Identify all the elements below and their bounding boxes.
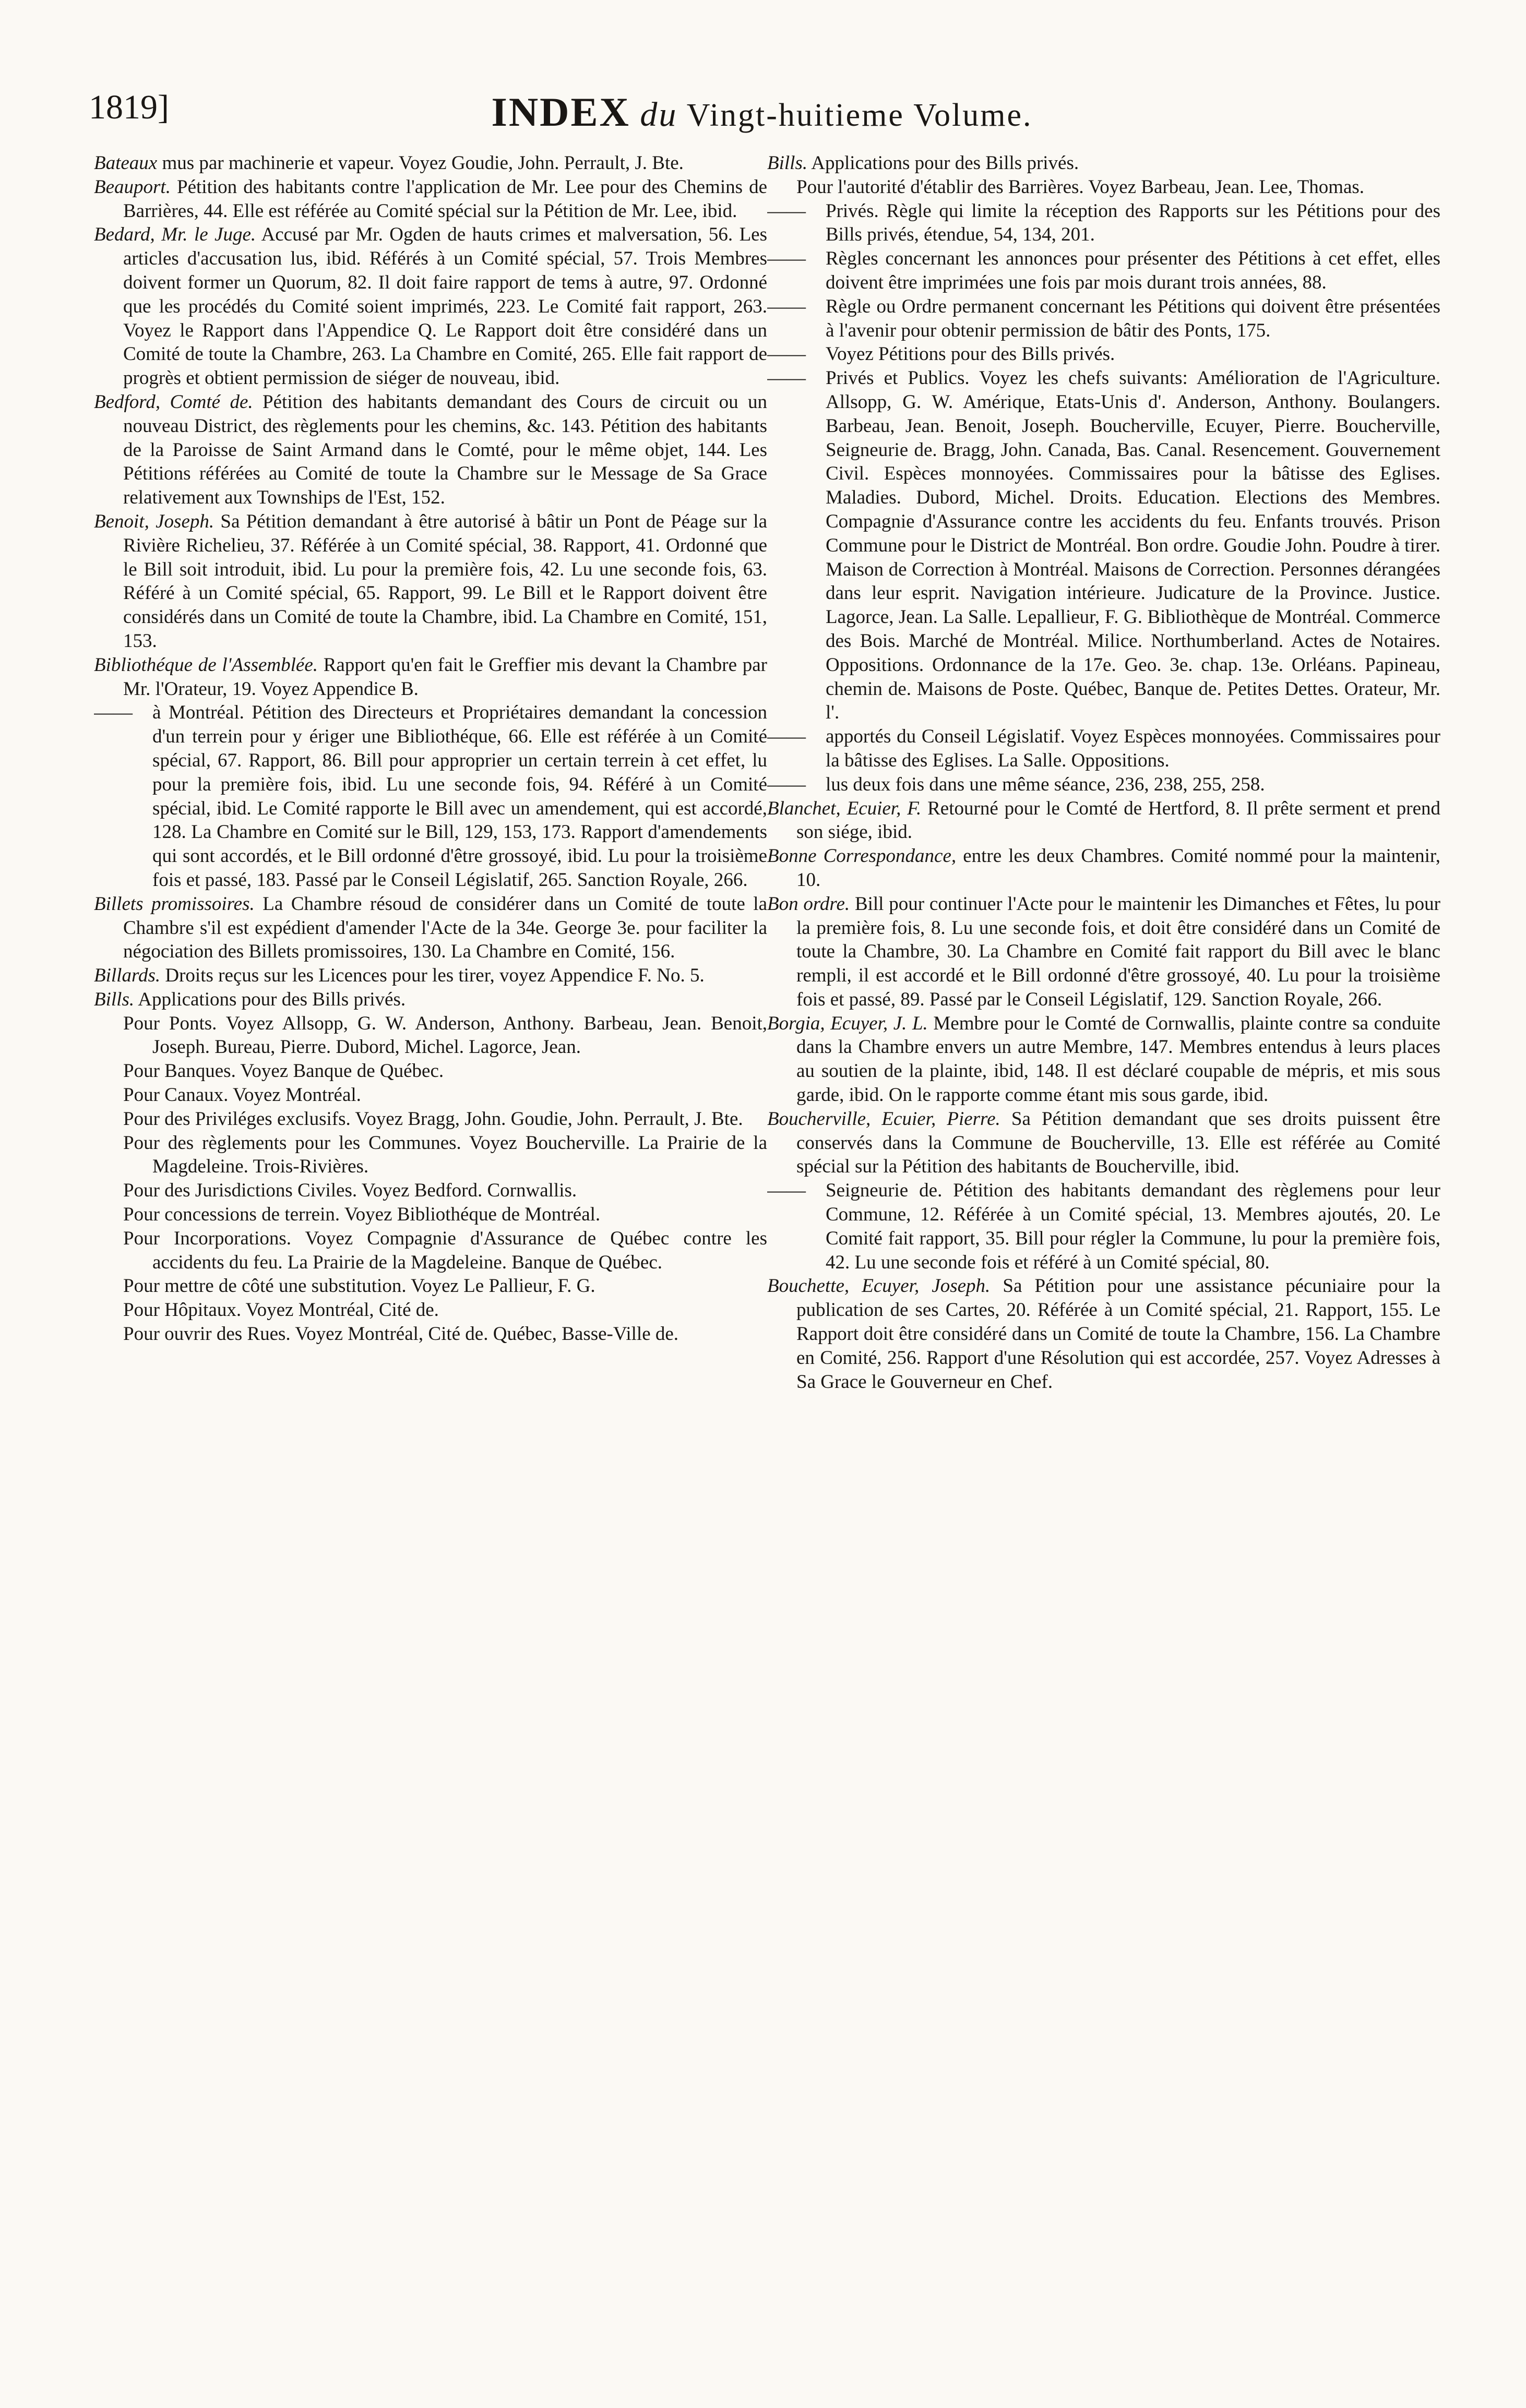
entry-heading: Borgia, Ecuyer, J. L. bbox=[767, 1012, 928, 1034]
index-dash-entry bbox=[767, 725, 1440, 773]
index-subentry bbox=[94, 1107, 767, 1131]
dash-entry-text: Règles concernant les annonces pour présenter des Pétitions à cet effet, elles doivent être imprimées une fois par mois durant trois années, 88. bbox=[826, 248, 1440, 293]
entry-heading: Bibliothéque de l'Assemblée. bbox=[94, 654, 318, 676]
index-dash-entry bbox=[767, 295, 1440, 343]
title-prefix: INDEX bbox=[491, 89, 630, 135]
entry-heading: Bonne Correspondance, bbox=[767, 845, 957, 867]
entry-text: Retourné pour le Comté de Hertford, 8. Il prête serment et prend son siége, ibid. bbox=[796, 797, 1440, 843]
index-entry bbox=[94, 151, 767, 175]
index-dash-entry bbox=[767, 366, 1440, 725]
entry-text: Bill pour continuer l'Acte pour le maintenir les Dimanches et Fêtes, lu pour la première fois, 8. Lu une seconde fois, et doit être considéré dans un Comité de toute la Chambre, 30. La Chambre en Comité fait rapport du Bill avec le blanc rempli, il est accordé et le Bill ordonné d'être grossoyé, 40. Lu pour la troisième fois et passé, 89. Passé par le Conseil Législatif, 129. Sanction Royale, 266. bbox=[796, 893, 1440, 1010]
index-subentry bbox=[94, 1059, 767, 1083]
index-entry bbox=[767, 1107, 1440, 1179]
index-subentry bbox=[94, 1083, 767, 1107]
dash-entry-text: Voyez Pétitions pour des Bills privés. bbox=[826, 343, 1115, 365]
index-subentry bbox=[767, 175, 1440, 199]
entry-text: Membre pour le Comté de Cornwallis, plainte contre sa conduite dans la Chambre envers un autre Membre, 147. Membres entendus à leurs places au soutien de la plainte, ibid, 148. Il est déclaré coupable de mépris, et mis sous garde, ibid. On le rapporte comme étant mis sous garde, ibid. bbox=[796, 1012, 1440, 1106]
left-column bbox=[94, 151, 767, 2364]
index-subentry bbox=[94, 1274, 767, 1298]
index-entry bbox=[767, 151, 1440, 175]
subentry-text: Pour ouvrir des Rues. Voyez Montréal, Cité de. Québec, Basse-Ville de. bbox=[123, 1323, 679, 1345]
page-title bbox=[73, 89, 1451, 136]
index-dash-entry bbox=[767, 773, 1440, 797]
ditto-dash: —— bbox=[767, 1180, 806, 1202]
index-entry bbox=[94, 390, 767, 510]
dash-entry-text: lus deux fois dans une même séance, 236, 238, 255, 258. bbox=[826, 773, 1265, 795]
index-entry bbox=[767, 892, 1440, 1012]
subentry-text: Pour des Jurisdictions Civiles. Voyez Bedford. Cornwallis. bbox=[123, 1180, 577, 1202]
subentry-text: Pour l'autorité d'établir des Barrières. Voyez Barbeau, Jean. Lee, Thomas. bbox=[796, 176, 1365, 198]
entry-text: mus par machinerie et vapeur. Voyez Goudie, John. Perrault, J. Bte. bbox=[157, 152, 684, 174]
page-year: 1819] bbox=[89, 88, 169, 126]
index-page bbox=[73, 78, 1451, 2364]
index-subentry bbox=[94, 1203, 767, 1227]
index-entry bbox=[94, 653, 767, 701]
entry-heading: Billets promissoires. bbox=[94, 893, 255, 915]
subentry-text: Pour Hôpitaux. Voyez Montréal, Cité de. bbox=[123, 1299, 439, 1321]
entry-text: Applications pour des Bills privés. bbox=[807, 152, 1079, 174]
ditto-dash: —— bbox=[767, 726, 806, 748]
index-entry bbox=[94, 964, 767, 988]
dash-entry-text: Règle ou Ordre permanent concernant les Pétitions qui doivent être présentées à l'avenir pour obtenir permission de bâtir des Ponts, 175. bbox=[826, 295, 1440, 341]
right-column bbox=[767, 151, 1440, 2364]
index-entry bbox=[767, 797, 1440, 845]
subentry-text: Pour Ponts. Voyez Allsopp, G. W. Anderson, Anthony. Barbeau, Jean. Benoit, Joseph. Bureau, Pierre. Dubord, Michel. Lagorce, Jean. bbox=[123, 1012, 767, 1058]
dash-entry-text: à Montréal. Pétition des Directeurs et Propriétaires demandant la concession d'un terrein pour y ériger une Bibliothéque, 66. Elle est référée à un Comité spécial, 67. Rapport, 86. Bill pour approprier un certain terrein à cet effet, lu pour la première fois, ibid. Lu une seconde fois, 94. Référé à un Comité spécial, ibid. Le Comité rapporte le Bill avec un amendement, qui est accordé, 128. La Chambre en Comité sur le Bill, 129, 153, 173. Rapport d'amendements qui sont accordés, et le Bill ordonné d'être grossoyé, ibid. Lu pour la troisième fois et passé, 183. Passé par le Conseil Législatif, 265. Sanction Royale, 266. bbox=[152, 702, 767, 891]
subentry-text: Pour des Priviléges exclusifs. Voyez Bragg, John. Goudie, John. Perrault, J. Bte. bbox=[123, 1108, 743, 1130]
entry-text: Pétition des habitants contre l'application de Mr. Lee pour des Chemins de Barrières, 44. Elle est référée au Comité spécial sur la Pétition de Mr. Lee, ibid. bbox=[123, 176, 767, 222]
entry-heading: Bouchette, Ecuyer, Joseph. bbox=[767, 1275, 991, 1297]
dash-entry-text: Seigneurie de. Pétition des habitants demandant des règlemens pour leur Commune, 12. Référée à un Comité spécial, 13. Membres ajoutés, 20. Le Comité fait rapport, 35. Bill pour régler la Commune, lu pour la première fois, 42. Lu une seconde fois et référé à un Comité spécial, 80. bbox=[826, 1180, 1440, 1273]
dash-entry-text: Privés et Publics. Voyez les chefs suivants: Amélioration de l'Agriculture. Allsopp, G. W. Amérique, Etats-Unis d'. Anderson, Anthony. Boulangers. Barbeau, Jean. Benoit, Joseph. Boucherville, Ecuyer, Pierre. Boucherville, Seigneurie de. Bragg, John. Canada, Bas. Canal. Resencement. Gouvernement Civil. Espèces monnoyées. Commissaires pour la bâtisse des Eglises. Maladies. Dubord, Michel. Droits. Education. Elections des Membres. Compagnie d'Assurance contre les accidents du feu. Enfants trouvés. Prison Commune pour le District de Montréal. Bon ordre. Goudie John. Poudre à tirer. Maison de Correction à Montréal. Maisons de Correction. Personnes dérangées dans leur esprit. Navigation intérieure. Judicature de la Province. Justice. Lagorce, Jean. La Salle. Lepallieur, F. G. Bibliothèque de Montréal. Commerce des Bois. Marché de Montréal. Milice. Northumberland. Actes de Notaires. Oppositions. Ordonnance de la 17e. Geo. 3e. chap. 13e. Orléans. Papineau, chemin de. Maisons de Poste. Québec, Banque de. Petites Dettes. Orateur, Mr. l'. bbox=[826, 367, 1440, 724]
index-subentry bbox=[94, 1179, 767, 1203]
entry-heading: Billards. bbox=[94, 965, 161, 987]
entry-heading: Bills. bbox=[767, 152, 808, 174]
entry-text: Rapport qu'en fait le Greffier mis devant la Chambre par Mr. l'Orateur, 19. Voyez Appendice B. bbox=[123, 654, 767, 700]
entry-text: entre les deux Chambres. Comité nommé pour la maintenir, 10. bbox=[796, 845, 1440, 891]
entry-heading: Bills. bbox=[94, 988, 135, 1010]
entry-text: Accusé par Mr. Ogden de hauts crimes et malversation, 56. Les articles d'accusation lus, ibid. Référés à un Comité spécial, 57. Trois Membres doivent former un Quorum, 82. Il doit faire rapport de tems à autre, 97. Ordonné que les procédés du Comité soient imprimés, 223. Le Comité fait rapport, 263. Voyez le Rapport dans l'Appendice Q. Le Rapport doit être considéré dans un Comité de toute la Chambre, 263. La Chambre en Comité, 265. Elle fait rapport de progrès et obtient permission de siéger de nouveau, ibid. bbox=[123, 224, 767, 389]
index-entry bbox=[94, 988, 767, 1012]
subentry-text: Pour Canaux. Voyez Montréal. bbox=[123, 1084, 361, 1106]
entry-heading: Beauport. bbox=[94, 176, 171, 198]
index-entry bbox=[767, 1012, 1440, 1107]
ditto-dash: —— bbox=[767, 200, 806, 222]
ditto-dash: —— bbox=[767, 773, 806, 795]
page-header bbox=[73, 78, 1451, 136]
index-entry bbox=[94, 175, 767, 223]
subentry-text: Pour Banques. Voyez Banque de Québec. bbox=[123, 1060, 444, 1082]
dash-entry-text: Privés. Règle qui limite la réception des Rapports sur les Pétitions pour des Bills privés, étendue, 54, 134, 201. bbox=[826, 200, 1440, 246]
index-entry bbox=[94, 892, 767, 964]
index-subentry bbox=[94, 1298, 767, 1322]
entry-heading: Bedford, Comté de. bbox=[94, 391, 253, 413]
entry-heading: Blanchet, Ecuier, F. bbox=[767, 797, 922, 819]
ditto-dash: —— bbox=[767, 295, 806, 317]
entry-text: La Chambre résoud de considérer dans un Comité de toute la Chambre s'il est expédient d'amender l'Acte de la 34e. George 3e. pour faciliter la négociation des Billets promissoires, 130. La Chambre en Comité, 156. bbox=[123, 893, 767, 963]
index-subentry bbox=[94, 1227, 767, 1275]
entry-heading: Benoit, Joseph. bbox=[94, 510, 214, 532]
dash-entry-text: apportés du Conseil Législatif. Voyez Espèces monnoyées. Commissaires pour la bâtisse des Eglises. La Salle. Oppositions. bbox=[826, 726, 1440, 771]
index-subentry bbox=[94, 1131, 767, 1179]
subentry-text: Pour Incorporations. Voyez Compagnie d'Assurance de Québec contre les accidents du feu. La Prairie de la Magdeleine. Banque de Québec. bbox=[123, 1227, 767, 1273]
entry-text: Droits reçus sur les Licences pour les tirer, voyez Appendice F. No. 5. bbox=[160, 965, 705, 987]
entry-text: Sa Pétition demandant que ses droits puissent être conservés dans la Commune de Boucherville, 13. Elle est référée au Comité spécial sur la Pétition des habitants de Boucherville, ibid. bbox=[796, 1108, 1440, 1178]
index-dash-entry bbox=[767, 247, 1440, 295]
index-subentry bbox=[94, 1322, 767, 1346]
index-entry bbox=[94, 223, 767, 390]
subentry-text: Pour concessions de terrein. Voyez Bibliothéque de Montréal. bbox=[123, 1204, 601, 1226]
index-entry bbox=[767, 844, 1440, 892]
index-dash-entry bbox=[767, 1179, 1440, 1274]
ditto-dash: —— bbox=[767, 248, 806, 270]
index-subentry bbox=[94, 1012, 767, 1060]
entry-text: Sa Pétition demandant à être autorisé à bâtir un Pont de Péage sur la Rivière Richelieu, 37. Référée à un Comité spécial, 38. Rapport, 41. Ordonné que le Bill soit introduit, ibid. Lu pour la première fois, 42. Lu une seconde fois, 63. Référé à un Comité spécial, 65. Rapport, 99. Le Bill et le Rapport doivent être considérés dans un Comité de toute la Chambre, ibid. La Chambre en Comité, 151, 153. bbox=[123, 510, 767, 652]
index-dash-entry bbox=[767, 342, 1440, 366]
entry-heading: Bedard, Mr. le Juge. bbox=[94, 224, 256, 246]
ditto-dash: —— bbox=[767, 367, 806, 389]
ditto-dash: —— bbox=[767, 343, 806, 365]
title-rest: Vingt-huitieme Volume. bbox=[686, 98, 1033, 133]
index-dash-entry bbox=[767, 199, 1440, 247]
subentry-text: Pour des règlements pour les Communes. Voyez Boucherville. La Prairie de la Magdeleine. Trois-Rivières. bbox=[123, 1132, 767, 1178]
entry-text: Applications pour des Bills privés. bbox=[134, 988, 406, 1010]
entry-heading: Bon ordre. bbox=[767, 893, 850, 915]
entry-text: Pétition des habitants demandant des Cours de circuit ou un nouveau District, des règlements pour les chemins, &c. 143. Pétition des habitants de la Paroisse de Saint Armand dans le Comté, pour le même objet, 144. Les Pétitions référées au Comité de toute la Chambre sur le Message de Sa Grace relativement aux Townships de l'Est, 152. bbox=[123, 391, 767, 509]
ditto-dash: —— bbox=[94, 702, 133, 724]
subentry-text: Pour mettre de côté une substitution. Voyez Le Pallieur, F. G. bbox=[123, 1275, 595, 1297]
index-entry bbox=[767, 1274, 1440, 1394]
title-italic: du bbox=[640, 95, 678, 134]
entry-text: Sa Pétition pour une assistance pécuniaire pour la publication de ses Cartes, 20. Référée à un Comité spécial, 21. Rapport, 155. Le Rapport doit être considéré dans un Comité de toute la Chambre, 156. La Chambre en Comité, 256. Rapport d'une Résolution qui est accordée, 257. Voyez Adresses à Sa Grace le Gouverneur en Chef. bbox=[796, 1275, 1440, 1393]
index-entry bbox=[94, 510, 767, 653]
entry-heading: Boucherville, Ecuier, Pierre. bbox=[767, 1108, 1000, 1130]
index-dash-entry bbox=[94, 701, 767, 892]
entry-heading: Bateaux bbox=[94, 152, 158, 174]
index-columns bbox=[73, 151, 1451, 2364]
